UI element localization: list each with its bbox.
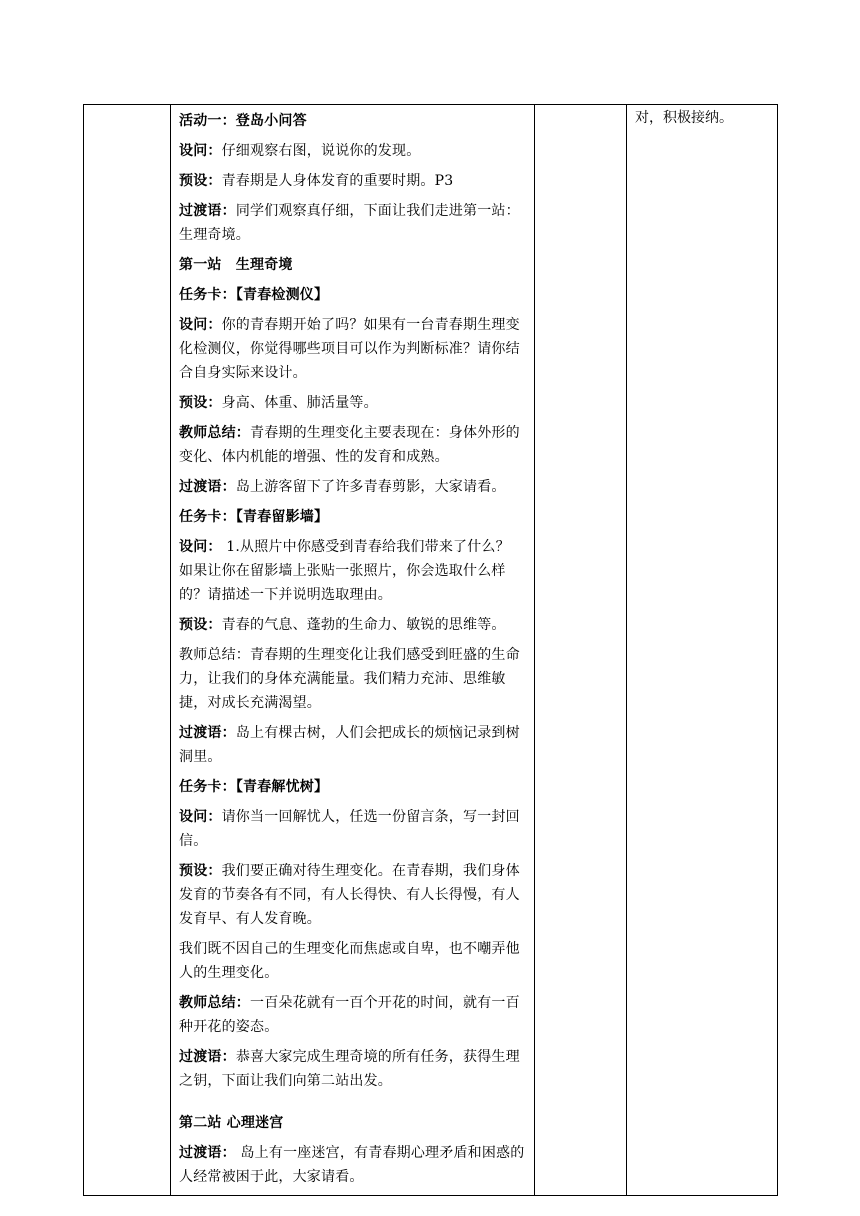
station-2-heading: 第二站 心理迷宫: [179, 1115, 284, 1131]
task-card-3: 任务卡：【青春解忧树】: [179, 779, 329, 795]
paragraph-preset-1: 预设：青春期是人身体发育的重要时期。P3: [179, 173, 454, 189]
remark-text: 对，积极接纳。: [635, 110, 733, 126]
station-1-heading: 第一站 生理奇境: [179, 257, 293, 273]
paragraph-summary-3: 教师总结：一百朵花就有一百个开花的时间，就有一百种开花的姿态。: [179, 995, 520, 1035]
table-cell-empty-3: [535, 105, 627, 1196]
task-card-1: 任务卡：【青春检测仪】: [179, 287, 329, 303]
paragraph-preset-4-continued: 我们既不因自己的生理变化而焦虑或自卑，也不嘲弄他人的生理变化。: [179, 941, 520, 981]
paragraph-question-1: 设问：仔细观察右图，说说你的发现。: [179, 143, 421, 159]
lesson-plan-table: [83, 104, 778, 1196]
paragraph-question-3: 设问： 1.从照片中你感受到青春给我们带来了什么？: [179, 539, 510, 555]
paragraph-transition-4: 过渡语：恭喜大家完成生理奇境的所有任务，获得生理之钥，下面让我们向第二站出发。: [179, 1049, 520, 1089]
paragraph-preset-2: 预设：身高、体重、肺活量等。: [179, 395, 378, 411]
paragraph-question-3-continued: 如果让你在留影墙上张贴一张照片，你会选取什么样的？请描述一下并说明选取理由。: [179, 563, 506, 603]
paragraph-preset-3: 预设：青春的气息、蓬勃的生命力、敏锐的思维等。: [179, 617, 506, 633]
table-row: [84, 105, 778, 1196]
paragraph-transition-2: 过渡语：岛上游客留下了许多青春剪影，大家请看。: [179, 479, 506, 495]
paragraph-question-2: 设问：你的青春期开始了吗？如果有一台青春期生理变化检测仪，你觉得哪些项目可以作为判断标准？请你结合自身实际来设计。: [179, 317, 520, 381]
paragraph-transition-5: 过渡语： 岛上有一座迷宫，有青春期心理矛盾和困惑的人经常被困于此，大家请看。: [179, 1145, 525, 1185]
paragraph-question-4: 设问：请你当一回解忧人，任选一份留言条，写一封回信。: [179, 809, 520, 849]
table-cell-empty-1: [84, 105, 171, 1196]
paragraph-transition-1: 过渡语：同学们观察真仔细，下面让我们走进第一站：生理奇境。: [179, 203, 520, 243]
paragraph-summary-2: 教师总结：青春期的生理变化让我们感受到旺盛的生命力，让我们的身体充满能量。我们精力充沛、思维敏捷，对成长充满渴望。: [179, 647, 520, 711]
task-card-2: 任务卡：【青春留影墙】: [179, 509, 329, 525]
table-cell-remark: [627, 105, 778, 1196]
paragraph-transition-3: 过渡语：岛上有棵古树，人们会把成长的烦恼记录到树洞里。: [179, 725, 520, 765]
paragraph-preset-4: 预设：我们要正确对待生理变化。在青春期，我们身体发育的节奏各有不同，有人长得快、有人长得慢，有人发育早、有人发育晚。: [179, 863, 520, 927]
paragraph-summary-1: 教师总结：青春期的生理变化主要表现在：身体外形的变化、体内机能的增强、性的发育和成熟。: [179, 425, 520, 465]
activity-title: 活动一：登岛小问答: [179, 113, 307, 129]
table-cell-activity: [171, 105, 535, 1196]
